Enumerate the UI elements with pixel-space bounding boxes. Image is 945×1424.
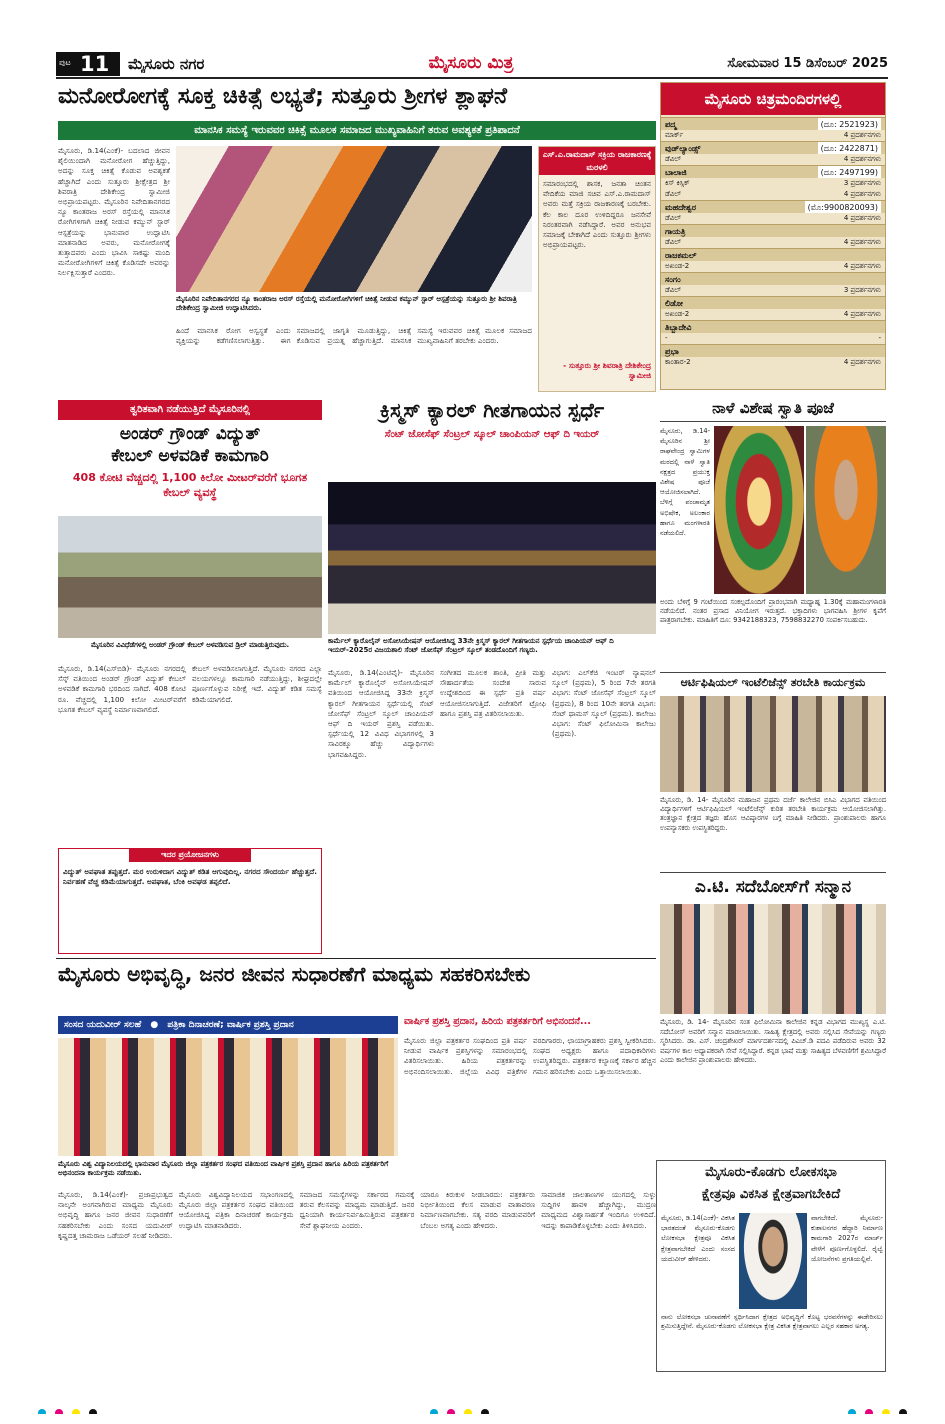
cinema-theatre-name: ಲಿಡೋ: [665, 299, 683, 308]
puja-body-bottom: ಅಂದು ಬೆಳಿಗ್ಗೆ 9 ಗಂಟೆಯಿಂದ ಸಂಕಲ್ಪದೊಂದಿಗೆ ಪ್ರಾರಂಭವಾಗಿ ಮಧ್ಯಾಹ್ನ 1.30ಕ್ಕೆ ಮಹಾಮಂಗಳಾರತಿ ನಡೆಯಲಿದೆ. ನಂತರ ಪ್ರಸಾದ ವಿನಿಯೋಗ ಇರುತ್ತದೆ. ಭಕ್ತಾದಿಗಳು ಭಾಗವಹಿಸಿ ಶ್ರೀಗಳ ಕೃಪೆಗೆ ಪಾತ್ರರಾಗಬೇಕು. ಮಾಹಿತಿಗೆ ದೂ: 9342188323, 7598832270 ಸಂಪರ್ಕಿಸಬಹುದು.: [660, 598, 886, 625]
magenta-dot: [865, 1409, 873, 1414]
cinema-theatre-name: ಬಾಲಾಜಿ: [665, 168, 687, 177]
sadeboss-headline: ಎ.ಟಿ. ಸದೆಬೋಸ್‌ಗೆ ಸನ್ಮಾನ: [660, 872, 886, 900]
lead-side-head: ಎಸ್.ಎ.ರಾಮದಾಸ್ ಸಕ್ರಿಯ ರಾಜಕಾರಣಕ್ಕೆ ಮರಳಲಿ: [539, 147, 655, 175]
lead-side-quote: - ಸುತ್ತೂರು ಶ್ರೀ ಶಿವರಾತ್ರಿ ದೇಶಿಕೇಂದ್ರ ಸ್ವಾಮೀಜಿ: [563, 361, 651, 380]
kodagu-body-bottom: ನಾನು ಲೋಕಸಭಾ ಚುನಾವಣೆಗೆ ಸ್ಪರ್ಧಿಸಿದಾಗ ಕ್ಷೇತ್ರದ ಅಭಿವೃದ್ಧಿಗೆ ಕೊಟ್ಟ ಭರವಸೆಗಳನ್ನು ಈಡೇರಿಸಲು ಶ್ರಮಿಸುತ್ತಿದ್ದೇನೆ. ಮೈಸೂರು-ಕೊಡಗು ಲೋಕಸಭಾ ಕ್ಷೇತ್ರ ವಿಕಸಿತ ಕ್ಷೇತ್ರವಾಗಲು ಎಲ್ಲರ ಸಹಕಾರ ಅಗತ್ಯ.: [661, 1313, 883, 1330]
cinema-theatre-row: [661, 248, 885, 261]
cable-benefits-body: ವಿದ್ಯುತ್ ಅಪಘಾತ ತಪ್ಪುತ್ತದೆ. ಮರ ಉರುಳಿದಾಗ ವಿದ್ಯುತ್ ಕಡಿತ ಆಗುವುದಿಲ್ಲ. ನಗರದ ಸೌಂದರ್ಯ ಹೆಚ್ಚುತ್ತದೆ. ನಿರ್ವಹಣೆ ವೆಚ್ಚ ಕಡಿಮೆಯಾಗುತ್ತದೆ. ಅಪಘಾತ, ಬೆಂಕಿ ಅವಘಡ ತಪ್ಪಲಿದೆ.: [63, 867, 317, 887]
cable-photo: [58, 516, 322, 638]
black-dot: [899, 1409, 907, 1414]
cinema-film-title: ಡೆವಿಲ್: [665, 286, 682, 294]
cinema-theatre-row: [661, 272, 885, 285]
cinema-theatre-row: [661, 141, 885, 154]
cyan-dot: [430, 1409, 438, 1414]
color-registration-center: [430, 1402, 510, 1414]
ai-body: ಮೈಸೂರು, ಡಿ. 14- ಮೈಸೂರಿನ ಮಹಾಜನ ಪ್ರಥಮ ದರ್ಜೆ ಕಾಲೇಜಿನ ಬಿಸಿಎ ವಿಭಾಗದ ವತಿಯಿಂದ ವಿದ್ಯಾರ್ಥಿಗಳಿಗೆ ಆರ್ಟಿಫಿಷಿಯಲ್ ಇಂಟೆಲಿಜೆನ್ಸ್ ಕುರಿತ ತರಬೇತಿ ಕಾರ್ಯಕ್ರಮ ಆಯೋಜಿಸಲಾಗಿತ್ತು. ತಂತ್ರಜ್ಞಾನ ಕ್ಷೇತ್ರದ ತಜ್ಞರು ಹೊಸ ಆವಿಷ್ಕಾರಗಳ ಬಗ್ಗೆ ಮಾಹಿತಿ ನೀಡಿದರು. ಪ್ರಾಂಶುಪಾಲರು ಹಾಗೂ ಉಪನ್ಯಾಸಕರು ಉಪಸ್ಥಿತರಿದ್ದರು.: [660, 796, 886, 832]
cinema-theatre-phone: [875, 273, 881, 285]
cinema-film-title: ಅಖಂಡ-2: [665, 310, 690, 318]
color-registration-left: [38, 1402, 118, 1414]
lead-body-mid: ಹಿಂದೆ ಮಾನಸಿಕ ರೋಗ ಅಸ್ವಸ್ಥತೆ ಎಂದು ವ್ಯಕ್ತಿಯನ್ನು ಕಡೆಗಣಿಸಲಾಗುತ್ತಿತ್ತು. ಈಗ ಸಮಾಜದಲ್ಲಿ ಜಾಗೃತಿ ಮೂಡುತ್ತಿದ್ದು, ಚಿಕಿತ್ಸೆ ಕೊಡಿಸುವ ಪ್ರಯತ್ನ ಹೆಚ್ಚಾಗುತ್ತಿದೆ. ಮಾನಸಿಕ ಸಮಸ್ಯೆ ಇರುವವರ ಚಿಕಿತ್ಸೆ ಮೂಲಕ ಸಮಾಜದ ಮುಖ್ಯವಾಹಿನಿಗೆ ತರಬೇಕು ಎಂದರು.: [176, 326, 532, 346]
cable-headline-1: ಅಂಡರ್ ಗ್ರೌಂಡ್ ವಿದ್ಯುತ್: [119, 424, 261, 444]
cable-subhead: 408 ಕೋಟಿ ವೆಚ್ಚದಲ್ಲಿ 1,100 ಕಿಲೋ ಮೀಟರ್‌ವರೆಗೆ ಭೂಗತ ಕೇಬಲ್ ವ್ಯವಸ್ಥೆ: [72, 471, 308, 499]
media-headline: ಮೈಸೂರು ಅಭಿವೃದ್ಧಿ, ಜನರ ಜೀವನ ಸುಧಾರಣೆಗೆ ಮಾಧ್ಯಮ ಸಹಕರಿಸಬೇಕು: [58, 962, 531, 986]
media-body-columns: [58, 1190, 656, 1370]
cinema-box: [660, 82, 886, 390]
cable-benefits-box: [58, 848, 322, 954]
cinema-theatre-phone: [875, 321, 881, 333]
cinema-theatre-row: [661, 296, 885, 309]
cable-headline-2: ಕೇಬಲ್ ಅಳವಡಿಕೆ ಕಾಮಗಾರಿ: [111, 446, 269, 466]
cinema-theatre-name: ಗಾಯತ್ರಿ: [665, 227, 686, 236]
cinema-film-shows: 4 ಪ್ರದರ್ಶನಗಳು: [843, 190, 881, 198]
cable-benefits-title: ಇದರ ಪ್ರಯೋಜನಗಳು: [129, 848, 251, 862]
cinema-theatre-name: ಪದ್ಮ: [665, 120, 677, 129]
media-rule: [56, 958, 656, 959]
lead-side-box: [538, 146, 656, 392]
media-body-column: ಮೈಸೂರು ವಿಶ್ವವಿದ್ಯಾನಿಲಯದ ಸಭಾಂಗಣದಲ್ಲಿ ಮೈಸೂರು ಜಿಲ್ಲಾ ಪತ್ರಕರ್ತರ ಸಂಘದ ವತಿಯಿಂದ ಆಯೋಜಿಸಿದ್ದ ಪತ್ರಿಕಾ ದಿನಾಚರಣೆ ಕಾರ್ಯಕ್ರಮ ಉದ್ಘಾಟಿಸಿ ಮಾತನಾಡಿದರು.: [178, 1190, 294, 1230]
cinema-theatre-phone: [875, 249, 881, 261]
cinema-theatre-row: [661, 200, 885, 213]
ai-photo: [660, 696, 886, 792]
cinema-theatre-row: [661, 117, 885, 130]
media-body-column: ಸಮಾಜದ ಸಮಸ್ಯೆಗಳನ್ನು ಸರ್ಕಾರದ ಗಮನಕ್ಕೆ ತರುವ ಕೆಲಸವನ್ನು ಮಾಧ್ಯಮ ಮಾಡುತ್ತಿದೆ. ಜನರ ಧ್ವನಿಯಾಗಿ ಕಾರ್ಯನಿರ್ವಹಿಸುತ್ತಿರುವ ಪತ್ರಕರ್ತರ ಸೇವೆ ಶ್ಲಾಘನೀಯ ಎಂದರು.: [299, 1190, 415, 1230]
cinema-film-shows: 4 ಪ್ರದರ್ಶನಗಳು: [843, 131, 881, 139]
media-right-head: ವಾರ್ಷಿಕ ಪ್ರಶಸ್ತಿ ಪ್ರದಾನ, ಹಿರಿಯ ಪತ್ರಕರ್ತರಿಗೆ ಅಭಿನಂದನೆ...: [404, 1016, 591, 1027]
cinema-film-title: ಕಾಂತಾರ-2: [665, 358, 691, 366]
media-body-column: ಸಾಮಾಜಿಕ ಜಾಲತಾಣಗಳ ಯುಗದಲ್ಲಿ ಸುಳ್ಳು ಸುದ್ದಿಗಳ ಹಾವಳಿ ಹೆಚ್ಚಾಗಿದ್ದು, ಮುದ್ರಣ ಮಾಧ್ಯಮದ ವಿಶ್ವಾಸಾರ್ಹತೆ ಇಂದಿಗೂ ಉಳಿದಿದೆ. ಇದನ್ನು ಕಾಪಾಡಿಕೊಳ್ಳಬೇಕು ಎಂದು ತಿಳಿಸಿದರು.: [541, 1190, 656, 1230]
cinema-film-row: [661, 261, 885, 272]
cinema-theatre-name: ಪ್ರಭಾ: [665, 347, 679, 356]
media-right-body: ಮೈಸೂರು ಜಿಲ್ಲಾ ಪತ್ರಕರ್ತರ ಸಂಘದಿಂದ ಪ್ರತಿ ವರ್ಷ ನೀಡುವ ವಾರ್ಷಿಕ ಪ್ರಶಸ್ತಿಗಳನ್ನು ಸಮಾರಂಭದಲ್ಲಿ ವಿತರಿಸಲಾಯಿತು. ಹಿರಿಯ ಪತ್ರಕರ್ತರನ್ನು ಅಭಿನಂದಿಸಲಾಯಿತು. ಜಿಲ್ಲೆಯ ವಿವಿಧ ಪತ್ರಿಕೆಗಳ ವರದಿಗಾರರು, ಛಾಯಾಗ್ರಾಹಕರು ಪ್ರಶಸ್ತಿ ಸ್ವೀಕರಿಸಿದರು. ಸಂಘದ ಅಧ್ಯಕ್ಷರು ಹಾಗೂ ಪದಾಧಿಕಾರಿಗಳು ಉಪಸ್ಥಿತರಿದ್ದರು. ಪತ್ರಕರ್ತರ ಕಲ್ಯಾಣಕ್ಕೆ ಸರ್ಕಾರ ಹೆಚ್ಚಿನ ಗಮನ ಹರಿಸಬೇಕು ಎಂದು ಒತ್ತಾಯಿಸಲಾಯಿತು.: [404, 1036, 656, 1076]
cinema-theatre-phone: (ದೂ: 2422871): [818, 142, 881, 154]
lead-headline: ಮನೋರೋಗಕ್ಕೆ ಸೂಕ್ತ ಚಿಕಿತ್ಸೆ ಲಭ್ಯತೆ; ಸುತ್ತೂರು ಶ್ರೀಗಳ ಶ್ಲಾಘನೆ: [58, 84, 508, 109]
yellow-dot: [882, 1409, 890, 1414]
cinema-film-row: [661, 333, 885, 344]
cinema-film-row: [661, 237, 885, 248]
cinema-film-row: [661, 309, 885, 320]
cinema-film-title: ಕಿಸ್ ಕಿಸ್ಸಿಕ್: [665, 179, 690, 187]
cinema-film-shows: 4 ಪ್ರದರ್ಶನಗಳು: [843, 238, 881, 246]
puja-photo-swamiji: [806, 426, 886, 594]
black-dot: [89, 1409, 97, 1414]
masthead: [56, 52, 888, 76]
page-number-box: [56, 52, 120, 76]
cinema-theatre-phone: (ಮೊ:9900820093): [805, 201, 881, 213]
yellow-dot: [72, 1409, 80, 1414]
ai-headline: ಆರ್ಟಿಫಿಷಿಯಲ್ ಇಂಟೆಲಿಜೆನ್ಸ್ ತರಬೇತಿ ಕಾರ್ಯಕ್ರಮ: [660, 672, 886, 692]
sadeboss-body: ಮೈಸೂರು, ಡಿ. 14- ಮೈಸೂರಿನ ಸಂತ ಫಿಲೋಮಿನಾ ಕಾಲೇಜಿನ ಕನ್ನಡ ವಿಭಾಗದ ಮುಖ್ಯಸ್ಥ ಎ.ಟಿ. ಸದೆಬೋಸ್ ಅವರಿಗೆ ಸನ್ಮಾನ ಮಾಡಲಾಯಿತು. ಸಾಹಿತ್ಯ ಕ್ಷೇತ್ರದಲ್ಲಿ ಅವರು ಸಲ್ಲಿಸಿದ ಸೇವೆಯನ್ನು ಗಣ್ಯರು ಸ್ಮರಿಸಿದರು. ಡಾ. ಎಸ್. ಚಂದ್ರಶೇಖರ್ ಮಾರ್ಗದರ್ಶನದಲ್ಲಿ ಪಿಎಚ್.ಡಿ ಪದವಿ ಪಡೆದಿರುವ ಅವರು 32 ವರ್ಷಗಳ ಕಾಲ ಅಧ್ಯಾಪಕರಾಗಿ ಸೇವೆ ಸಲ್ಲಿಸಿದ್ದಾರೆ. ಕನ್ನಡ ಭಾಷೆ ಮತ್ತು ಸಾಹಿತ್ಯದ ಬೆಳವಣಿಗೆಗೆ ಶ್ರಮಿಸಿದ್ದಾರೆ ಎಂದು ಕಾಲೇಜಿನ ಪ್ರಾಂಶುಪಾಲರು ಹೇಳಿದರು.: [660, 1018, 886, 1065]
puja-headline: ನಾಳೆ ವಿಶೇಷ ಸ್ವಾತಿ ಪೂಜೆ: [660, 394, 886, 422]
color-registration-right: [848, 1402, 928, 1414]
black-dot: [481, 1409, 489, 1414]
cinema-theatre-row: [661, 224, 885, 237]
cinema-film-row: [661, 154, 885, 165]
cinema-film-title: ಡೆವಿಲ್: [665, 155, 682, 163]
cinema-film-title: -: [665, 334, 668, 342]
magenta-dot: [447, 1409, 455, 1414]
paper-name: ಮೈಸೂರು ಮಿತ್ರ: [428, 53, 514, 73]
masthead-rule: [56, 77, 888, 79]
cinema-film-row: [661, 213, 885, 224]
cinema-theatre-name: ಸಂಗಂ: [665, 275, 681, 284]
carol-subhead: ಸೆಂಟ್ ಜೋಸೆಫ್ ಸೆಂಟ್ರಲ್ ಸ್ಕೂಲ್ ಚಾಂಪಿಯನ್ ಆಫ್ ದಿ ಇಯರ್: [384, 429, 600, 440]
kodagu-box: [656, 1160, 886, 1372]
cable-body-left: ಮೈಸೂರು, ಡಿ.14(ಎಸ್‌ಬಿಡಿ)- ಮೈಸೂರು ನಗರದಲ್ಲಿ ಸೆಸ್ಕ್ ವತಿಯಿಂದ ಅಂಡರ್ ಗ್ರೌಂಡ್ ವಿದ್ಯುತ್ ಕೇಬಲ್ ಅಳವಡಿಕೆ ಕಾಮಗಾರಿ ಭರದಿಂದ ಸಾಗಿದೆ. 408 ಕೋಟಿ ರೂ. ವೆಚ್ಚದಲ್ಲಿ 1,100 ಕಿಲೋ ಮೀಟರ್‌ವರೆಗೆ ಭೂಗತ ಕೇಬಲ್ ವ್ಯವಸ್ಥೆ ನಿರ್ಮಾಣವಾಗಲಿದೆ.: [58, 664, 186, 714]
cinema-film-row: [661, 178, 885, 189]
kodagu-headline-2: ಕ್ಷೇತ್ರವೂ ವಿಕಸಿತ ಕ್ಷೇತ್ರವಾಗಬೇಕಿದೆ: [701, 1187, 841, 1202]
cinema-film-shows: 4 ಪ್ರದರ್ಶನಗಳು: [843, 262, 881, 270]
cinema-theatre-row: [661, 165, 885, 178]
cinema-film-row: [661, 189, 885, 200]
media-tag-2: ಪತ್ರಿಕಾ ದಿನಾಚರಣೆ; ವಾರ್ಷಿಕ ಪ್ರಶಸ್ತಿ ಪ್ರದಾನ: [167, 1020, 294, 1030]
page-label: ಪುಟ: [59, 58, 71, 67]
cinema-theatre-phone: [875, 345, 881, 357]
lead-subhead: ಮಾನಸಿಕ ಸಮಸ್ಯೆ ಇರುವವರ ಚಿಕಿತ್ಸೆ ಮೂಲಕ ಸಮಾಜದ ಮುಖ್ಯವಾಹಿನಿಗೆ ತರುವ ಅವಶ್ಯಕತೆ ಪ್ರತಿಪಾದನೆ: [58, 121, 656, 140]
cinema-film-title: ಮಾರ್ಕ್: [665, 131, 684, 139]
cinema-film-shows: 4 ಪ್ರದರ್ಶನಗಳು: [843, 155, 881, 163]
cinema-film-shows: 3 ಪ್ರದರ್ಶನಗಳು: [843, 286, 881, 294]
sadeboss-photo: [660, 904, 886, 1014]
cinema-theatre-name: ವುಡ್‌ಲ್ಯಾಂಡ್ಸ್: [665, 144, 701, 153]
media-body-column: ಮೈಸೂರು, ಡಿ.14(ಎಂಕೆ)- ಪ್ರಜಾಪ್ರಭುತ್ವದ ನಾಲ್ಕನೇ ಅಂಗವಾಗಿರುವ ಮಾಧ್ಯಮ ಮೈಸೂರು ಅಭಿವೃದ್ಧಿ ಹಾಗೂ ಜನರ ಜೀವನ ಸುಧಾರಣೆಗೆ ಸಹಕರಿಸಬೇಕು ಎಂದು ಸಂಸದ ಯದುವೀರ್ ಕೃಷ್ಣದತ್ತ ಚಾಮರಾಜ ಒಡೆಯರ್ ಸಲಹೆ ನೀಡಿದರು.: [58, 1190, 173, 1240]
cinema-film-shows: 4 ಪ್ರದರ್ಶನಗಳು: [843, 310, 881, 318]
carol-body-2: ಸಂಗೀತದ ಮೂಲಕ ಶಾಂತಿ, ಪ್ರೀತಿ ಮತ್ತು ಸೌಹಾರ್ದತೆಯ ಸಂದೇಶ ಸಾರುವ ಉದ್ದೇಶದಿಂದ ಈ ಸ್ಪರ್ಧೆ ಪ್ರತಿ ವರ್ಷ ಆಯೋಜಿಸಲಾಗುತ್ತಿದೆ. ವಿಜೇತರಿಗೆ ಟ್ರೋಫಿ ಹಾಗೂ ಪ್ರಶಸ್ತಿ ಪತ್ರ ವಿತರಿಸಲಾಯಿತು.: [440, 668, 546, 718]
kodagu-body-right: ವಾಗಬೇಕಿದೆ. ಮೈಸೂರು-ಕುಶಾಲನಗರ ಹೆದ್ದಾರಿ ನಿರ್ಮಾಣ ಕಾಮಗಾರಿ 2027ರ ಮಾರ್ಚ್ ವೇಳೆಗೆ ಪೂರ್ಣಗೊಳ್ಳಲಿದೆ. ರೈಲ್ವೆ ಯೋಜನೆಗಳು ಪ್ರಗತಿಯಲ್ಲಿವೆ.: [811, 1214, 883, 1263]
page-number: 11: [80, 52, 110, 76]
lead-side-body: ಸಮಾರಂಭದಲ್ಲಿ ಶಾಸಕ, ಜನತಾ ಚಿಂತನ ವೇದಿಕೆಯ ಮಾಜಿ ಸಚಿವ ಎಸ್.ಎ.ರಾಮದಾಸ್ ಅವರು ಮತ್ತೆ ಸಕ್ರಿಯ ರಾಜಕಾರಣಕ್ಕೆ ಬರಬೇಕು. ಕೆಲ ಕಾಲ ದೂರ ಉಳಿದಿದ್ದರೂ ಜನಸೇವೆ ನಿರಂತರವಾಗಿ ನಡೆಸಿದ್ದಾರೆ. ಅವರ ಅನುಭವ ಸಮಾಜಕ್ಕೆ ಬೇಕಾಗಿದೆ ಎಂದು ಸುತ್ತೂರು ಶ್ರೀಗಳು ಅಭಿಪ್ರಾಯಪಟ್ಟರು.: [543, 179, 651, 250]
issue-date: ಸೋಮವಾರ 15 ಡಿಸೆಂಬರ್ 2025: [727, 56, 888, 71]
cinema-theatre-row: [661, 320, 885, 333]
cinema-film-shows: 3 ಪ್ರದರ್ಶನಗಳು: [843, 179, 881, 187]
cinema-theatre-phone: (ದೂ: 2497199): [818, 166, 881, 178]
cyan-dot: [38, 1409, 46, 1414]
kodagu-headline-1: ಮೈಸೂರು-ಕೊಡಗು ಲೋಕಸಭಾ: [705, 1165, 837, 1180]
carol-body-3: ವಿಭಾಗ: ಎಲ್‌ಕೆಜಿ ಇಂಟರ್ ನ್ಯಾಷನಲ್ ಸ್ಕೂಲ್ (ಪ್ರಥಮ), 5 ರಿಂದ 7ನೇ ತರಗತಿ ವಿಭಾಗ: ಸೆಂಟ್ ಜೋಸೆಫ್ ಸೆಂಟ್ರಲ್ ಸ್ಕೂಲ್ (ಪ್ರಥಮ), 8 ರಿಂದ 10ನೇ ತರಗತಿ ವಿಭಾಗ: ಸೆಂಟ್ ಥಾಮಸ್ ಸ್ಕೂಲ್ (ಪ್ರಥಮ). ಕಾಲೇಜು ವಿಭಾಗ: ಸೆಂಟ್ ಫಿಲೋಮಿನಾ ಕಾಲೇಜು (ಪ್ರಥಮ).: [552, 668, 656, 739]
cable-kicker: ತ್ವರಿತವಾಗಿ ನಡೆಯುತ್ತಿದೆ ಮೈಸೂರಿನಲ್ಲಿ: [58, 400, 322, 420]
carol-body-1: ಮೈಸೂರು, ಡಿ.14(ಎಂಟಿವೈ)- ಮೈಸೂರಿನ ಕಾರ್ಮೆಲ್ ಕ್ಯಾರೊಲೈನ್ ಅಸೋಸಿಯೇಷನ್ ವತಿಯಿಂದ ಆಯೋಜಿಸಿದ್ದ 33ನೇ ಕ್ರಿಸ್ಮಸ್ ಕ್ಯಾರಲ್ ಗೀತಗಾಯನ ಸ್ಪರ್ಧೆಯಲ್ಲಿ ಸೆಂಟ್ ಜೋಸೆಫ್ ಸೆಂಟ್ರಲ್ ಸ್ಕೂಲ್ ಚಾಂಪಿಯನ್ ಆಫ್ ದಿ ಇಯರ್ ಪ್ರಶಸ್ತಿ ಪಡೆಯಿತು. ಸ್ಪರ್ಧೆಯಲ್ಲಿ 12 ವಿವಿಧ ವಿಭಾಗಗಳಲ್ಲಿ 3 ಸಾವಿರಕ್ಕೂ ಹೆಚ್ಚು ವಿದ್ಯಾರ್ಥಿಗಳು ಭಾಗವಹಿಸಿದ್ದರು.: [328, 668, 434, 759]
cinema-film-row: [661, 357, 885, 368]
cinema-film-title: ಡೆವಿಲ್: [665, 238, 682, 246]
cinema-film-title: ಅಖಂಡ-2: [665, 262, 690, 270]
cinema-film-shows: 4 ಪ್ರದರ್ಶನಗಳು: [843, 214, 881, 222]
cinema-list: [661, 117, 885, 389]
puja-photo-idol: [714, 426, 804, 594]
cinema-theatre-name: ರಾಜಕಮಲ್: [665, 251, 697, 260]
media-photo: [58, 1038, 398, 1156]
lead-body-left: ಮೈಸೂರು, ಡಿ.14(ಎಂಕೆ)- ಬದಲಾದ ಜೀವನ ಶೈಲಿಯಿಂದಾಗಿ ಮನೋರೋಗ ಹೆಚ್ಚುತ್ತಿದ್ದು, ಅದನ್ನು ಸೂಕ್ತ ಚಿಕಿತ್ಸೆ ಕೊಡುವ ಅವಶ್ಯಕತೆ ಹೆಚ್ಚಾಗಿದೆ ಎಂದು ಸುತ್ತೂರು ಶ್ರೀಕ್ಷೇತ್ರದ ಶ್ರೀ ಶಿವರಾತ್ರಿ ದೇಶಿಕೇಂದ್ರ ಸ್ವಾಮೀಜಿ ಅಭಿಪ್ರಾಯಪಟ್ಟರು. ಮೈಸೂರಿನ ನಿವೇದಿತಾನಗರದ ನ್ಯೂ ಕಾಂತರಾಜ ಅರಸ್ ರಸ್ತೆಯಲ್ಲಿ ಮಾನಸಿಕ ರೋಗಿಗಳಿಗಾಗಿ ಚಿಕಿತ್ಸೆ ನೀಡುವ ಕಮ್ಯುನ್ ಸ್ಟಾರ್ ಆಸ್ಪತ್ರೆಯನ್ನು ಭಾನುವಾರ ಉದ್ಘಾಟಿಸಿ ಮಾತನಾಡಿದ ಅವರು, ಮನೋರೋಗಕ್ಕೆ ತುತ್ತಾದವರು ಎಂದು ಭಾವಿಸಿ ಸಾಕಷ್ಟು ಮಂದಿ ಮನೋರೋಗಿಗಳಿಗೆ ಚಿಕಿತ್ಸೆ ಕೊಡಿಸದೇ ಅವರನ್ನು ನಿರ್ಲಕ್ಷಿಸುತ್ತಾರೆ ಎಂದರು.: [58, 146, 170, 278]
carol-headline: ಕ್ರಿಸ್ಮಸ್ ಕ್ಯಾರಲ್ ಗೀತಗಾಯನ ಸ್ಪರ್ಧೆ: [379, 398, 605, 422]
kodagu-body-left: ಮೈಸೂರು, ಡಿ.14(ಎಂಕೆ)- ವಿಕಸಿತ ಭಾರತದಂತೆ ಮೈಸೂರು-ಕೊಡಗು ಲೋಕಸಭಾ ಕ್ಷೇತ್ರವೂ ವಿಕಸಿತ ಕ್ಷೇತ್ರವಾಗಬೇಕಿದೆ ಎಂದು ಸಂಸದ ಯದುವೀರ್ ಹೇಳಿದರು.: [661, 1214, 735, 1263]
cinema-theatre-phone: [875, 297, 881, 309]
cinema-film-title: ಡೆವಿಲ್: [665, 190, 682, 198]
yellow-dot: [464, 1409, 472, 1414]
cable-body-right: ಕೇಬಲ್ ಅಳವಡಿಸಲಾಗುತ್ತಿದೆ. ಮೈಸೂರು ನಗರದ ಎಲ್ಲಾ ವಲಯಗಳಲ್ಲೂ ಕಾಮಗಾರಿ ನಡೆಯುತ್ತಿದ್ದು, ಶೀಘ್ರದಲ್ಲೇ ಪೂರ್ಣಗೊಳ್ಳುವ ನಿರೀಕ್ಷೆ ಇದೆ. ವಿದ್ಯುತ್ ಕಡಿತ ಸಮಸ್ಯೆ ಕಡಿಮೆಯಾಗಲಿದೆ.: [192, 664, 322, 704]
section-name: ಮೈಸೂರು ನಗರ: [128, 55, 205, 73]
cinema-theatre-phone: (ದೂ: 2521923): [818, 118, 881, 130]
lead-photo-caption: ಮೈಸೂರಿನ ನಿವೇದಿತಾನಗರದ ನ್ಯೂ ಕಾಂತರಾಜ ಅರಸ್ ರಸ್ತೆಯಲ್ಲಿ ಮನೋರೋಗಿಗಳಿಗೆ ಚಿಕಿತ್ಸೆ ನೀಡುವ ಕಮ್ಯುನ್ ಸ್ಟಾರ್ ಆಸ್ಪತ್ರೆಯನ್ನು ಸುತ್ತೂರು ಶ್ರೀ ಶಿವರಾತ್ರಿ ದೇಶಿಕೇಂದ್ರ ಸ್ವಾಮೀಜಿ ಉದ್ಘಾಟಿಸಿದರು.: [176, 295, 517, 312]
media-tagbar: [58, 1016, 398, 1034]
carol-photo: [328, 482, 656, 634]
cinema-theatre-row: [661, 344, 885, 357]
cinema-film-shows: -: [878, 334, 881, 342]
kodagu-portrait: [739, 1213, 807, 1309]
cinema-theatre-name: ಮಹದೇಶ್ವರ: [665, 203, 696, 212]
puja-body-top: ಮೈಸೂರು, ಡಿ.14- ಮೈಸೂರಿನ ಶ್ರೀ ರಾಘವೇಂದ್ರ ಸ್ವಾಮಿಗಳ ಮಠದಲ್ಲಿ ನಾಳೆ ಸ್ವಾತಿ ನಕ್ಷತ್ರದ ಪ್ರಯುಕ್ತ ವಿಶೇಷ ಪೂಜೆ ಆಯೋಜಿಸಲಾಗಿದೆ. ಬೆಳಿಗ್ಗೆ ಪಂಚಾಮೃತ ಅಭಿಷೇಕ, ಅಲಂಕಾರ ಹಾಗೂ ಮಂಗಳಾರತಿ ನಡೆಯಲಿದೆ.: [660, 427, 710, 538]
magenta-dot: [55, 1409, 63, 1414]
lead-photo: [176, 146, 532, 292]
media-tag-1: ಸಂಸದ ಯದುವೀರ್ ಸಲಹೆ: [64, 1020, 142, 1030]
cinema-film-shows: 4 ಪ್ರದರ್ಶನಗಳು: [843, 358, 881, 366]
cinema-title: ಮೈಸೂರು ಚಿತ್ರಮಂದಿರಗಳಲ್ಲಿ: [661, 83, 885, 115]
cinema-theatre-name: ತಿಬ್ಬಾದೇವಿ: [665, 323, 692, 332]
cyan-dot: [848, 1409, 856, 1414]
cable-caption: ಮೈಸೂರಿನ ವಿವಿಧೆಡೆಗಳಲ್ಲಿ ಅಂಡರ್ ಗ್ರೌಂಡ್ ಕೇಬಲ್ ಅಳವಡಿಸುವ ಡ್ರಿಲ್ ಮಾಡುತ್ತಿರುವುದು.: [90, 641, 290, 649]
media-caption: ಮೈಸೂರು ವಿಶ್ವ ವಿದ್ಯಾನಿಲಯದಲ್ಲಿ ಭಾನುವಾರ ಮೈಸೂರು ಜಿಲ್ಲಾ ಪತ್ರಕರ್ತರ ಸಂಘದ ವತಿಯಿಂದ ವಾರ್ಷಿಕ ಪ್ರಶಸ್ತಿ ಪ್ರದಾನ ಹಾಗೂ ಹಿರಿಯ ಪತ್ರಕರ್ತರಿಗೆ ಅಭಿನಂದನಾ ಕಾರ್ಯಕ್ರಮ ನಡೆಯಿತು.: [58, 1160, 389, 1177]
media-tag-separator: ●: [150, 1020, 159, 1030]
cinema-film-title: ಡೆವಿಲ್: [665, 214, 682, 222]
cinema-film-row: [661, 285, 885, 296]
cinema-film-row: [661, 130, 885, 141]
cinema-theatre-phone: [875, 225, 881, 237]
carol-caption: ಕಾರ್ಮೆಲ್ ಕ್ಯಾರೊಲೈನ್ ಅಸೋಸಿಯೇಷನ್ ಆಯೋಜಿಸಿದ್ದ 33ನೇ ಕ್ರಿಸ್ಮಸ್ ಕ್ಯಾರಲ್ ಗೀತಗಾಯನ ಸ್ಪರ್ಧೆಯ ಚಾಂಪಿಯನ್ ಆಫ್ ದಿ ಇಯರ್-2025ರ ವಿಜಯಶಾಲಿ ಸೆಂಟ್ ಜೋಸೆಫ್ ಸೆಂಟ್ರಲ್ ಸ್ಕೂಲ್ ತಂಡದೊಂದಿಗೆ ಗಣ್ಯರು.: [328, 637, 614, 654]
media-body-column: ಯಾರೂ ಕಿರುಕುಳ ನೀಡಬಾರದು: ಪತ್ರಕರ್ತರು ನಿರ್ಭೀತಿಯಿಂದ ಕೆಲಸ ಮಾಡುವ ವಾತಾವರಣ ನಿರ್ಮಾಣವಾಗಬೇಕು. ಸತ್ಯ ವರದಿ ಮಾಡುವವರಿಗೆ ಬೆಂಬಲ ಅಗತ್ಯ ಎಂದು ಹೇಳಿದರು.: [420, 1190, 536, 1230]
